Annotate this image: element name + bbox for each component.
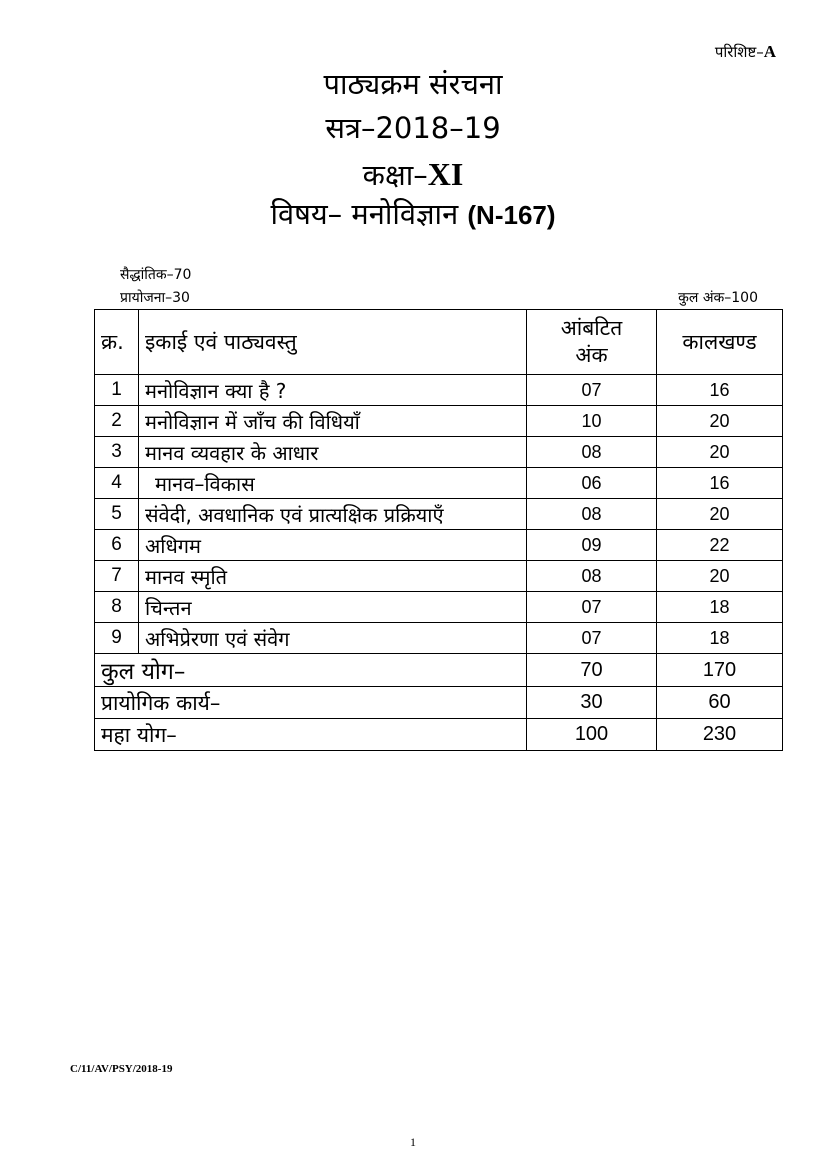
row-periods: 20 (657, 499, 783, 530)
row-marks: 07 (527, 623, 657, 654)
table-row (95, 468, 783, 499)
practical-periods-value: 60 (657, 687, 783, 719)
row-unit: मनोविज्ञान क्या है ? (139, 375, 527, 406)
row-unit: मानव स्मृति (139, 561, 527, 592)
row-number: 9 (95, 623, 139, 654)
row-number: 5 (95, 499, 139, 530)
row-unit: मानव–विकास (139, 468, 527, 499)
syllabus-table (94, 309, 783, 751)
table-row (95, 375, 783, 406)
row-number: 8 (95, 592, 139, 623)
row-marks: 08 (527, 499, 657, 530)
row-number: 2 (95, 406, 139, 437)
table-row (95, 561, 783, 592)
header-periods: कालखण्ड (657, 310, 783, 375)
header-unit: इकाई एवं पाठ्यवस्तु (139, 310, 527, 375)
practical-marks-value: 30 (527, 687, 657, 719)
class-value: XI (427, 156, 464, 192)
table-row (95, 623, 783, 654)
class-prefix: कक्षा– (362, 158, 428, 192)
total-marks-value: 70 (527, 654, 657, 687)
table-row (95, 437, 783, 468)
subject-heading (0, 197, 826, 231)
session-heading: सत्र–2018–19 (325, 111, 501, 145)
row-number: 3 (95, 437, 139, 468)
row-periods: 20 (657, 561, 783, 592)
row-unit: संवेदी, अवधानिक एवं प्रात्यक्षिक प्रक्रियाएँ (139, 499, 527, 530)
grand-total-periods-value: 230 (657, 719, 783, 751)
total-periods-value: 170 (657, 654, 783, 687)
table-row (95, 592, 783, 623)
row-unit: अधिगम (139, 530, 527, 561)
subject-code: (N-167) (467, 200, 556, 230)
subject-name: विषय– मनोविज्ञान (270, 197, 468, 231)
row-marks: 10 (527, 406, 657, 437)
document-code: C/11/AV/PSY/2018-19 (70, 1063, 173, 1075)
grand-total-label: महा योग– (95, 719, 527, 751)
row-unit: चिन्तन (139, 592, 527, 623)
theory-marks: सैद्धांतिक–70 (120, 267, 192, 283)
row-number: 7 (95, 561, 139, 592)
row-number: 1 (95, 375, 139, 406)
annex-prefix: परिशिष्ट– (714, 43, 764, 61)
annex-label (715, 42, 776, 62)
row-periods: 18 (657, 592, 783, 623)
practical-label: प्रायोगिक कार्य– (95, 687, 527, 719)
header-marks-line2: अंक (575, 343, 608, 367)
total-row (95, 654, 783, 687)
row-periods: 16 (657, 375, 783, 406)
row-unit: अभिप्रेरणा एवं संवेग (139, 623, 527, 654)
row-number: 6 (95, 530, 139, 561)
table-header-row (95, 310, 783, 375)
total-marks: कुल अंक–100 (678, 290, 758, 306)
row-number: 4 (95, 468, 139, 499)
row-marks: 07 (527, 592, 657, 623)
annex-letter: A (763, 42, 776, 61)
row-marks: 08 (527, 437, 657, 468)
row-periods: 22 (657, 530, 783, 561)
grand-total-row (95, 719, 783, 751)
row-periods: 20 (657, 406, 783, 437)
page-title: पाठ्यक्रम संरचना (323, 67, 503, 101)
class-heading (0, 158, 826, 190)
header-marks-line1: आंबटित (560, 316, 623, 340)
grand-total-marks-value: 100 (527, 719, 657, 751)
row-marks: 07 (527, 375, 657, 406)
project-marks: प्रायोजना–30 (120, 290, 190, 306)
row-periods: 18 (657, 623, 783, 654)
page-number: 1 (410, 1135, 416, 1149)
header-serial: क्र. (95, 310, 139, 375)
table-row (95, 530, 783, 561)
row-periods: 20 (657, 437, 783, 468)
row-periods: 16 (657, 468, 783, 499)
row-marks: 08 (527, 561, 657, 592)
row-marks: 06 (527, 468, 657, 499)
row-unit: मानव व्यवहार के आधार (139, 437, 527, 468)
row-marks: 09 (527, 530, 657, 561)
table-row (95, 406, 783, 437)
row-unit: मनोविज्ञान में जाँच की विधियाँ (139, 406, 527, 437)
header-marks (527, 310, 657, 375)
table-row (95, 499, 783, 530)
total-label: कुल योग– (95, 654, 527, 687)
practical-row (95, 687, 783, 719)
